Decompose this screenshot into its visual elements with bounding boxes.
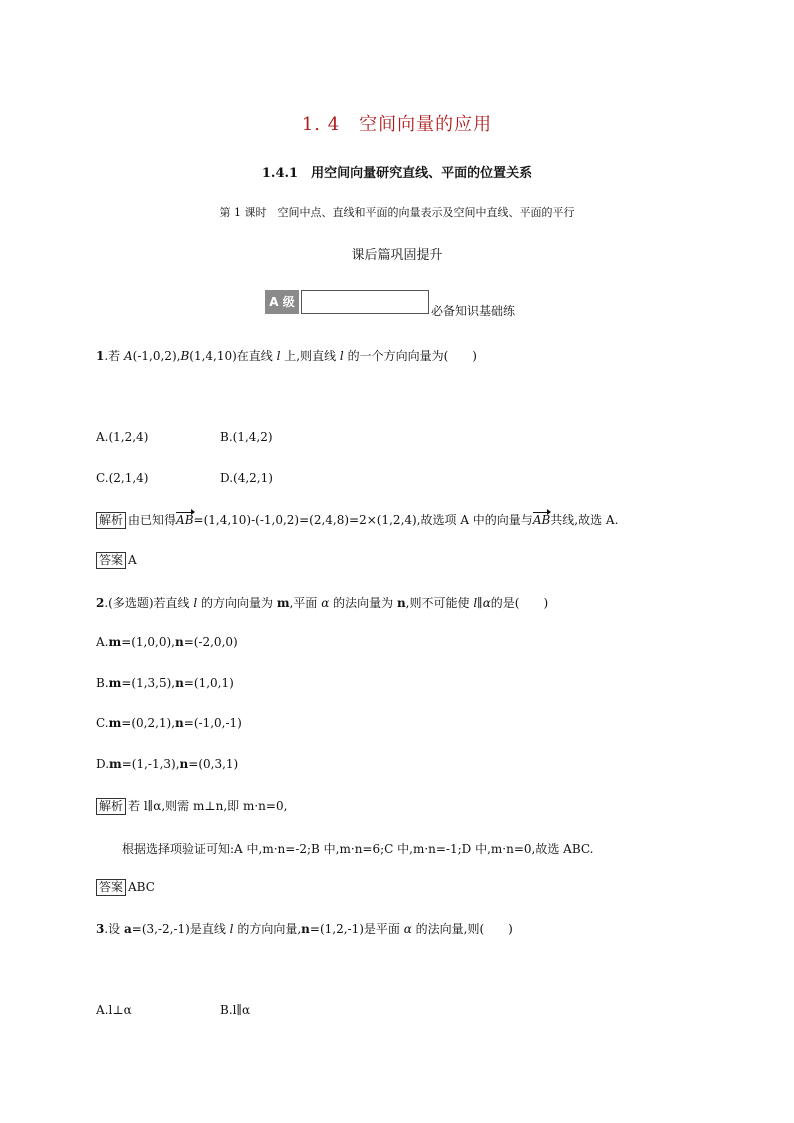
vector-ab: AB	[176, 513, 194, 527]
analysis-tag: 解析	[96, 512, 126, 529]
exercise-heading: 课后篇巩固提升	[351, 248, 443, 263]
section-title: 1. 4 空间向量的应用	[301, 114, 493, 135]
option-a: A.m=(1,0,0),n=(-2,0,0)	[96, 635, 238, 649]
answer-value: A	[128, 553, 137, 567]
question-text: 的一个方向向量为( )	[343, 349, 477, 363]
question-text: =(1,2,-1)是平面	[309, 922, 404, 936]
analysis-text: 共线,故选 A.	[550, 513, 619, 527]
level-badge: A 级	[265, 290, 299, 314]
question-text: (-1,0,2),	[132, 349, 181, 363]
question-text: (1,4,10)在直线	[189, 349, 277, 363]
vector-n: n	[396, 596, 406, 610]
line-l: l	[193, 596, 198, 610]
lesson-title: 第 1 课时 空间中点、直线和平面的向量表示及空间中直线、平面的平行	[219, 206, 575, 219]
plane-alpha: α	[403, 922, 412, 936]
analysis-text: =(1,4,10)-(-1,0,2)=(2,4,8)=2×(1,2,4),故选项 A 中的向量与	[193, 513, 533, 527]
option-b: B.l∥α	[220, 1003, 251, 1017]
question-number: 1	[96, 349, 105, 363]
question-text: 的是( )	[490, 596, 549, 610]
analysis-text: 若 l∥α,则需 m⊥n,即 m·n=0,	[128, 799, 288, 813]
question-number: 2	[96, 596, 105, 610]
option-a: A.(1,2,4)	[96, 430, 149, 444]
answer-tag: 答案	[96, 879, 126, 896]
vector-a: a	[124, 922, 132, 936]
question-text: 上,则直线	[280, 349, 340, 363]
answer-value: ABC	[128, 880, 155, 894]
question-text: 的法向量为	[329, 596, 397, 610]
question-text: .设	[104, 922, 124, 936]
analysis-2	[96, 797, 287, 815]
line-l: l	[276, 349, 281, 363]
answer-1	[96, 552, 137, 569]
vector-n: n	[301, 922, 310, 936]
line-l: l	[339, 349, 344, 363]
point-b: B	[180, 349, 190, 363]
question-1	[96, 347, 477, 364]
vector-ab: AB	[532, 513, 551, 527]
option-d: D.m=(1,-1,3),n=(0,3,1)	[96, 757, 239, 771]
question-text: 的方向向量,	[233, 922, 302, 936]
question-text: ,则不可能使	[405, 596, 474, 610]
option-c: C.(2,1,4)	[96, 471, 149, 485]
analysis-text: 由已知得	[128, 513, 177, 527]
level-box	[301, 290, 429, 314]
question-text: .(多选题)若直线	[104, 596, 194, 610]
analysis-tag: 解析	[96, 798, 126, 815]
option-b: B.(1,4,2)	[220, 430, 273, 444]
line-l: l	[229, 922, 234, 936]
question-text: .若	[104, 349, 124, 363]
level-label: 必备知识基础练	[431, 304, 516, 318]
question-text: =(3,-2,-1)是直线	[131, 922, 230, 936]
analysis-2-line-2: 根据选择项验证可知:A 中,m·n=-2;B 中,m·n=6;C 中,m·n=-1;D 中,m·n=0,故选 ABC.	[122, 842, 594, 856]
option-b: B.m=(1,3,5),n=(1,0,1)	[96, 676, 234, 690]
option-c: C.m=(0,2,1),n=(-1,0,-1)	[96, 716, 242, 730]
option-d: D.(4,2,1)	[220, 471, 273, 485]
question-3	[96, 920, 513, 937]
question-2	[96, 594, 548, 611]
question-number: 3	[96, 922, 105, 936]
plane-alpha: α	[321, 596, 330, 610]
question-text: 的方向向量为	[197, 596, 277, 610]
analysis-1	[96, 511, 618, 529]
relation: l∥α	[473, 596, 491, 610]
point-a: A	[124, 349, 133, 363]
answer-tag: 答案	[96, 552, 126, 569]
option-a: A.l⊥α	[96, 1003, 132, 1017]
question-text: 的法向量,则( )	[411, 922, 513, 936]
answer-2	[96, 879, 155, 896]
subsection-title: 1.4.1 用空间向量研究直线、平面的位置关系	[261, 166, 533, 181]
vector-m: m	[276, 596, 290, 610]
question-text: ,平面	[289, 596, 322, 610]
